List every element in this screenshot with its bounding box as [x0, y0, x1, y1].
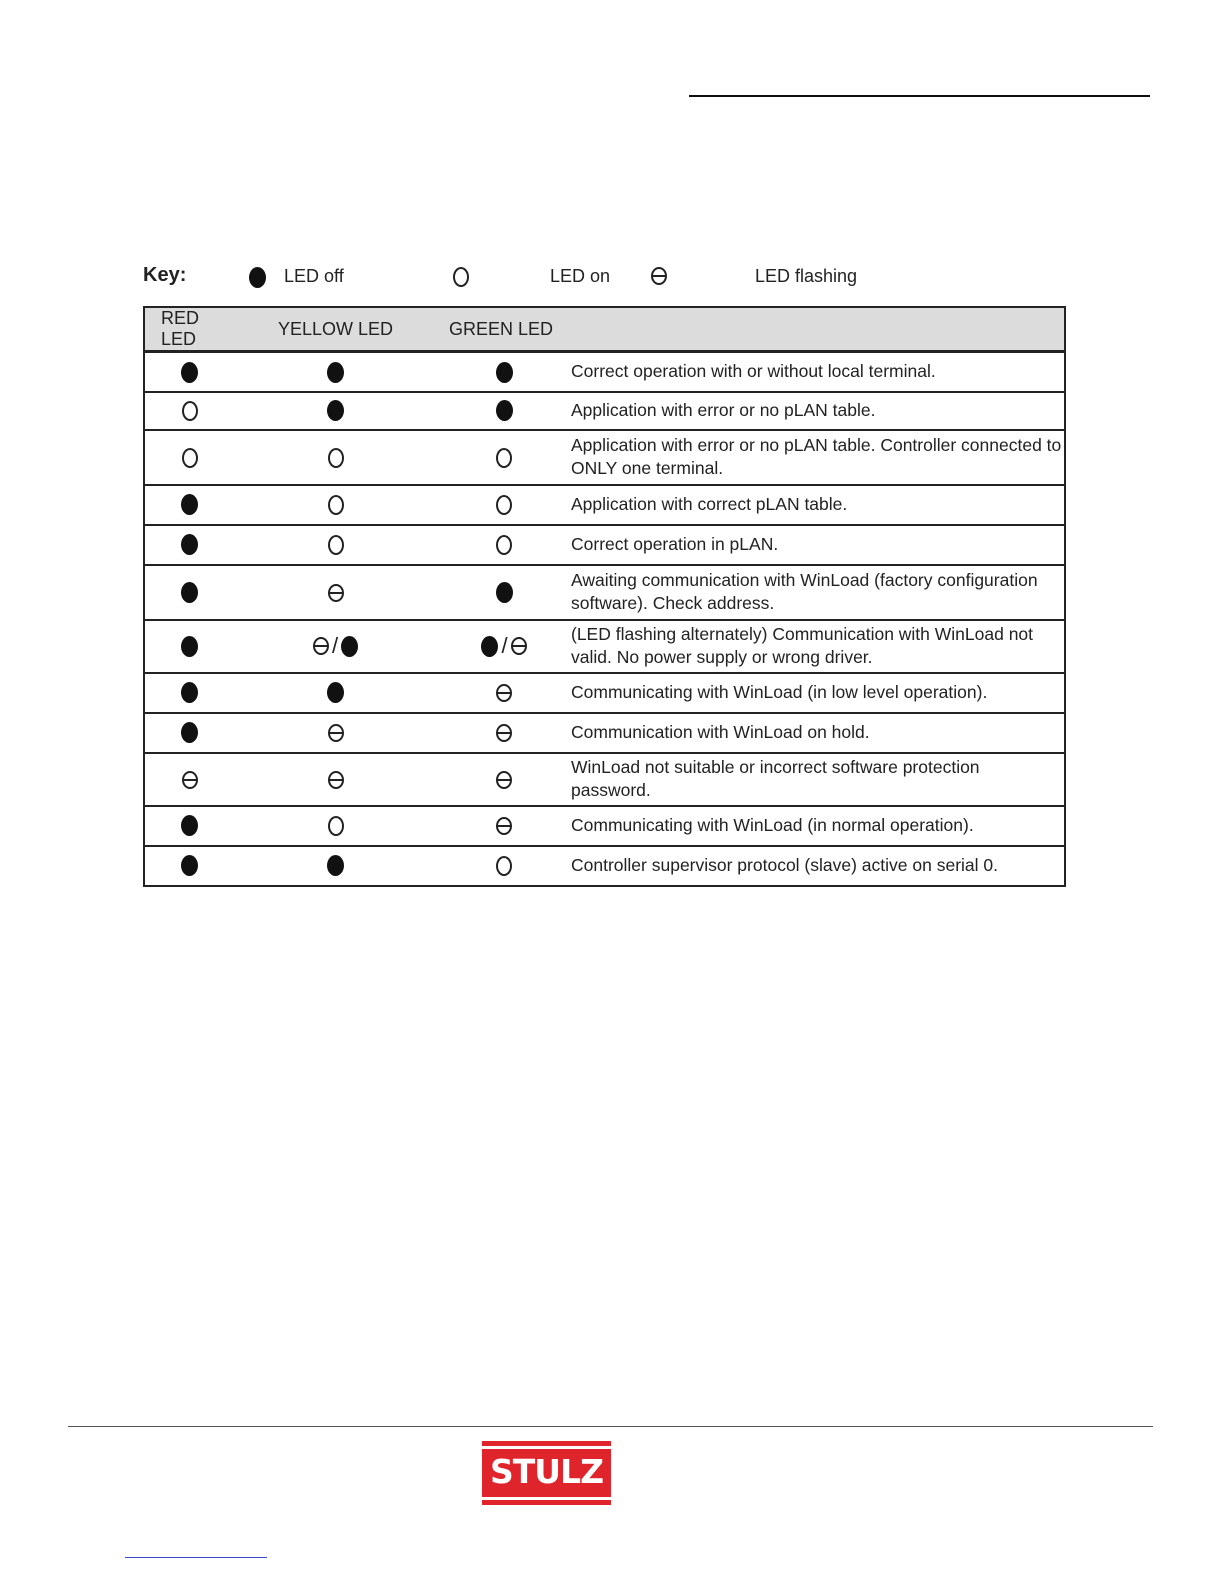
status-description: Application with error or no pLAN table.	[571, 392, 1065, 430]
status-description: WinLoad not suitable or incorrect software protection password.	[571, 753, 1065, 806]
table-row	[144, 392, 1065, 430]
yellow-led-cell	[234, 485, 437, 525]
table-row	[144, 673, 1065, 713]
led-off-icon	[341, 636, 358, 657]
footer-rule	[68, 1426, 1153, 1427]
green-led-cell	[437, 430, 571, 485]
led-flash-icon	[182, 771, 198, 789]
green-led-cell	[437, 352, 571, 392]
red-led-cell	[144, 525, 234, 565]
logo-text: STULZ	[489, 1452, 604, 1491]
green-led-cell	[437, 565, 571, 620]
led-off-icon	[181, 534, 198, 555]
status-description: Communicating with WinLoad (in normal operation).	[571, 806, 1065, 846]
red-led-cell	[144, 430, 234, 485]
led-off-icon	[181, 494, 198, 515]
status-description: Correct operation with or without local terminal.	[571, 352, 1065, 392]
led-off-icon	[481, 636, 498, 657]
led-off-icon	[181, 636, 198, 657]
green-led-cell	[437, 846, 571, 886]
red-led-cell	[144, 352, 234, 392]
table-row	[144, 485, 1065, 525]
led-on-icon	[453, 267, 469, 287]
led-off-icon	[181, 362, 198, 383]
red-led-cell	[144, 485, 234, 525]
red-led-cell	[144, 753, 234, 806]
header-green-led: GREEN LED	[437, 307, 571, 352]
led-off-icon	[181, 855, 198, 876]
yellow-led-cell	[234, 846, 437, 886]
table-row	[144, 565, 1065, 620]
led-on-icon	[182, 401, 198, 421]
legend-off-label: LED off	[284, 266, 344, 286]
led-off-icon	[181, 722, 198, 743]
status-description: Awaiting communication with WinLoad (factory configuration software). Check address.	[571, 565, 1065, 620]
logo-band-top	[482, 1446, 611, 1449]
legend-on-label: LED on	[550, 266, 611, 286]
led-off-icon	[327, 362, 344, 383]
table-row	[144, 430, 1065, 485]
led-flash-icon	[328, 584, 344, 602]
yellow-led-cell	[234, 430, 437, 485]
led-on-icon	[496, 448, 512, 468]
led-on-icon	[496, 856, 512, 876]
table-row	[144, 753, 1065, 806]
stulz-logo	[482, 1441, 611, 1505]
header-description	[571, 307, 1065, 352]
red-led-cell	[144, 392, 234, 430]
yellow-led-cell	[234, 392, 437, 430]
alternating-separator: /	[501, 633, 508, 658]
legend-title: Key:	[143, 264, 187, 286]
led-on-icon	[328, 495, 344, 515]
green-led-cell	[437, 525, 571, 565]
green-led-cell	[437, 713, 571, 753]
footer-link-underline[interactable]	[125, 1557, 267, 1558]
led-off-icon	[327, 682, 344, 703]
led-off-icon	[327, 400, 344, 421]
yellow-led-cell	[234, 525, 437, 565]
yellow-led-cell	[234, 753, 437, 806]
yellow-led-cell	[234, 673, 437, 713]
led-off-icon	[249, 267, 266, 288]
led-flashing-icon	[651, 267, 667, 285]
led-on-icon	[328, 816, 344, 836]
table-row	[144, 620, 1065, 673]
led-off-icon	[181, 582, 198, 603]
yellow-led-cell	[234, 713, 437, 753]
status-description: (LED flashing alternately) Communication with WinLoad not valid. No power supply or wrong driver.	[571, 620, 1065, 673]
led-flash-icon	[328, 724, 344, 742]
table-row	[144, 846, 1065, 886]
status-description: Controller supervisor protocol (slave) active on serial 0.	[571, 855, 998, 875]
header-yellow-led: YELLOW LED	[234, 307, 437, 352]
yellow-led-cell	[234, 806, 437, 846]
status-description: Application with correct pLAN table.	[571, 485, 1065, 525]
led-on-icon	[328, 535, 344, 555]
led-off-icon	[496, 362, 513, 383]
led-flash-icon	[313, 637, 329, 655]
logo-band-bottom	[482, 1497, 611, 1500]
green-led-cell	[437, 620, 571, 673]
status-description: Communication with WinLoad on hold.	[571, 713, 1065, 753]
table-row	[144, 806, 1065, 846]
red-led-cell	[144, 806, 234, 846]
legend	[0, 262, 1224, 292]
led-off-icon	[181, 682, 198, 703]
green-led-cell	[437, 673, 571, 713]
table-row	[144, 525, 1065, 565]
table-header-row	[144, 307, 1065, 352]
led-flash-icon	[496, 684, 512, 702]
green-led-cell	[437, 806, 571, 846]
status-description: Application with error or no pLAN table. Controller connected to ONLY one terminal.	[571, 430, 1065, 485]
led-flash-icon	[496, 724, 512, 742]
red-led-cell	[144, 620, 234, 673]
led-status-table	[143, 306, 1066, 887]
yellow-led-cell	[234, 620, 437, 673]
header-red-led: RED LED	[144, 307, 234, 352]
legend-flash-label: LED flashing	[755, 266, 858, 286]
led-flash-icon	[511, 637, 527, 655]
table-row	[144, 352, 1065, 392]
led-on-icon	[328, 448, 344, 468]
led-flash-icon	[328, 771, 344, 789]
led-off-icon	[496, 400, 513, 421]
led-off-icon	[181, 815, 198, 836]
yellow-led-cell	[234, 565, 437, 620]
led-off-icon	[496, 582, 513, 603]
status-description: Communicating with WinLoad (in low level operation).	[571, 673, 1065, 713]
green-led-cell	[437, 392, 571, 430]
green-led-cell	[437, 485, 571, 525]
table-row	[144, 713, 1065, 753]
red-led-cell	[144, 565, 234, 620]
led-flash-icon	[496, 771, 512, 789]
led-on-icon	[496, 535, 512, 555]
red-led-cell	[144, 846, 234, 886]
status-description: Correct operation in pLAN.	[571, 525, 1065, 565]
led-flash-icon	[496, 817, 512, 835]
red-led-cell	[144, 673, 234, 713]
led-on-icon	[182, 448, 198, 468]
yellow-led-cell	[234, 352, 437, 392]
green-led-cell	[437, 753, 571, 806]
led-on-icon	[496, 495, 512, 515]
alternating-separator: /	[331, 633, 339, 658]
led-off-icon	[327, 855, 344, 876]
header-rule	[689, 95, 1150, 97]
red-led-cell	[144, 713, 234, 753]
